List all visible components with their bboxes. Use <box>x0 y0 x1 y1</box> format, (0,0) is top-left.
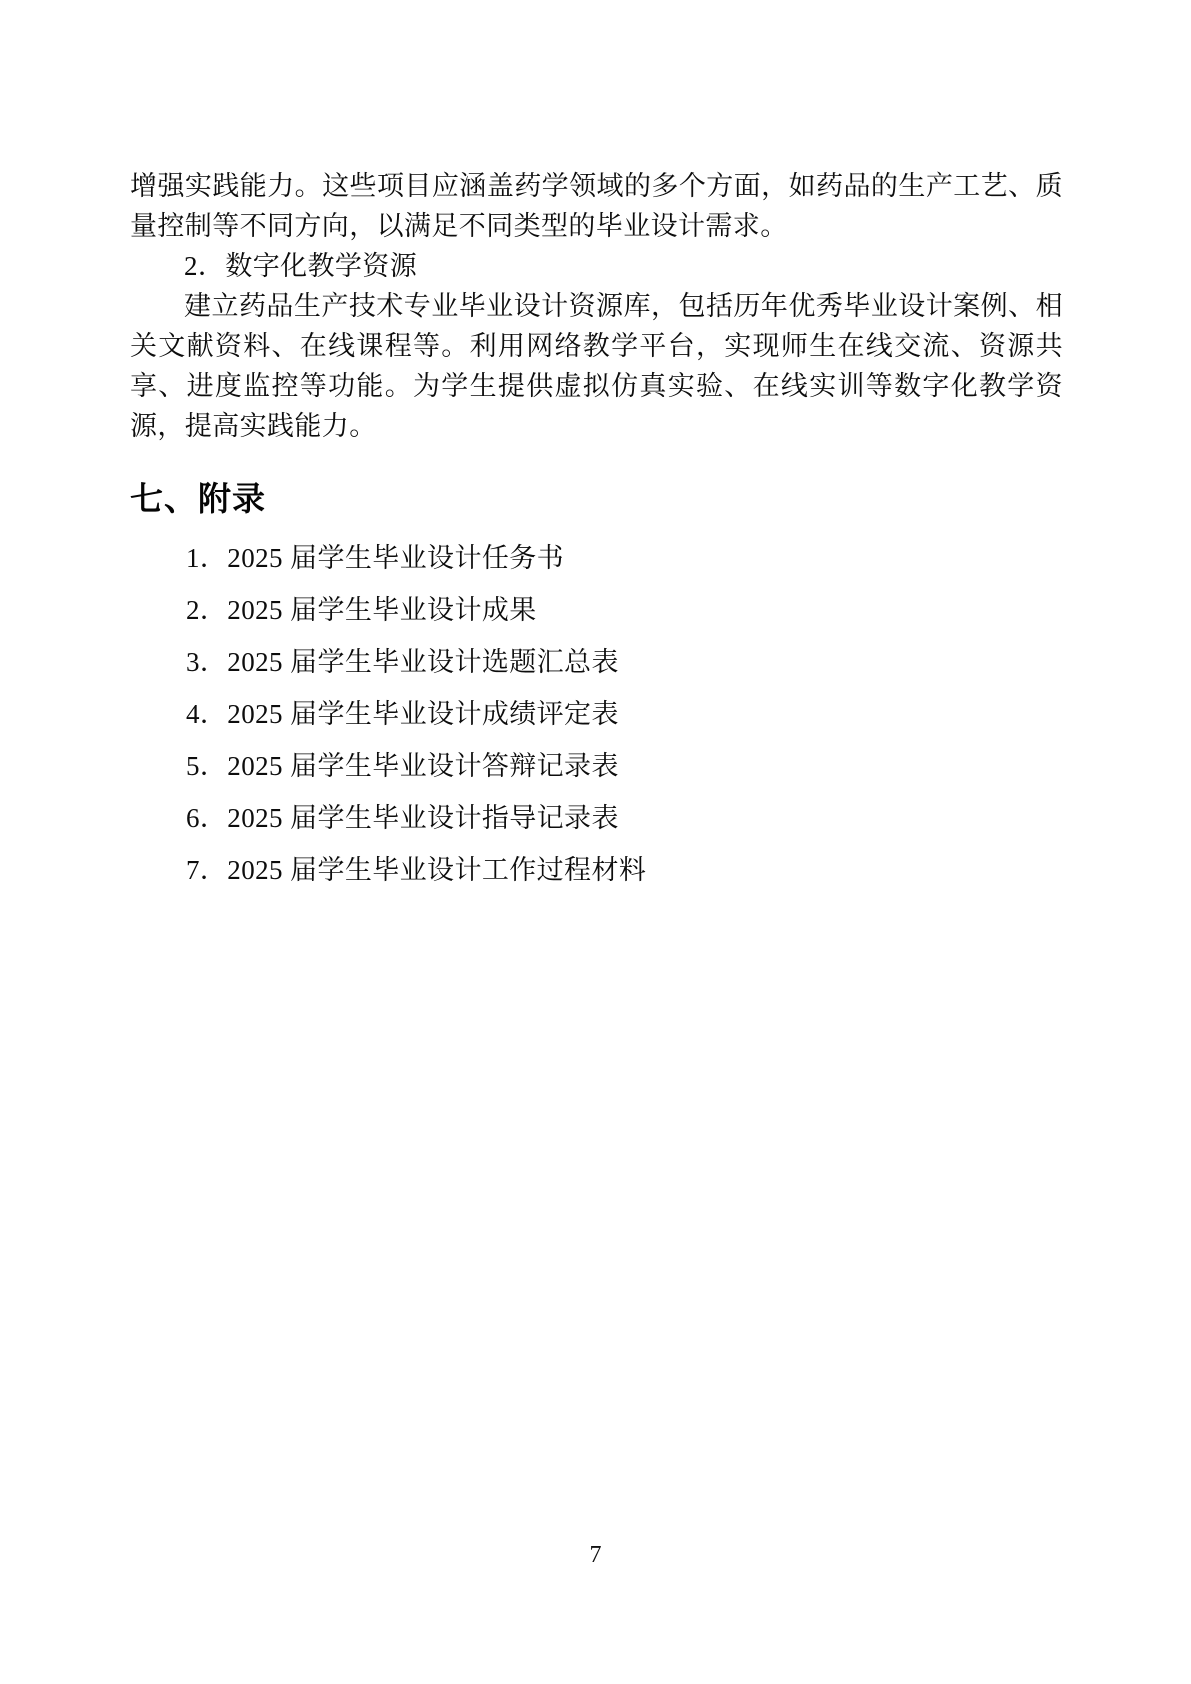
appendix-item-task-book: 1．2025 届学生毕业设计任务书 <box>186 543 565 573</box>
page-number: 7 <box>589 1542 602 1568</box>
appendix-item-guidance-record-table: 6．2025 届学生毕业设计指导记录表 <box>186 803 619 833</box>
paragraph-practice-scope: 增强实践能力。这些项目应涵盖药学领域的多个方面，如药品的生产工艺、质量控制等不同方向，以满足不同类型的毕业设计需求。 <box>130 171 1063 241</box>
appendix-list <box>130 532 1063 896</box>
paragraph-digital-resources: 建立药品生产技术专业毕业设计资源库，包括历年优秀毕业设计案例、相关文献资料、在线课程等。利用网络教学平台，实现师生在线交流、资源共享、进度监控等功能。为学生提供虚拟仿真实验、在线实训等数字化教学资源，提高实践能力。 <box>130 291 1063 441</box>
subheading-digital-resources: 2．数字化教学资源 <box>184 251 418 281</box>
appendix-item-grade-evaluation-table: 4．2025 届学生毕业设计成绩评定表 <box>186 699 619 729</box>
appendix-item-defense-record-table: 5．2025 届学生毕业设计答辩记录表 <box>186 751 619 781</box>
document-body <box>130 166 1063 896</box>
appendix-item-process-materials: 7．2025 届学生毕业设计工作过程材料 <box>186 855 647 885</box>
appendix-item-achievements: 2．2025 届学生毕业设计成果 <box>186 595 537 625</box>
section-heading-appendix: 七、附录 <box>130 480 266 517</box>
appendix-item-topic-summary-table: 3．2025 届学生毕业设计选题汇总表 <box>186 647 619 677</box>
